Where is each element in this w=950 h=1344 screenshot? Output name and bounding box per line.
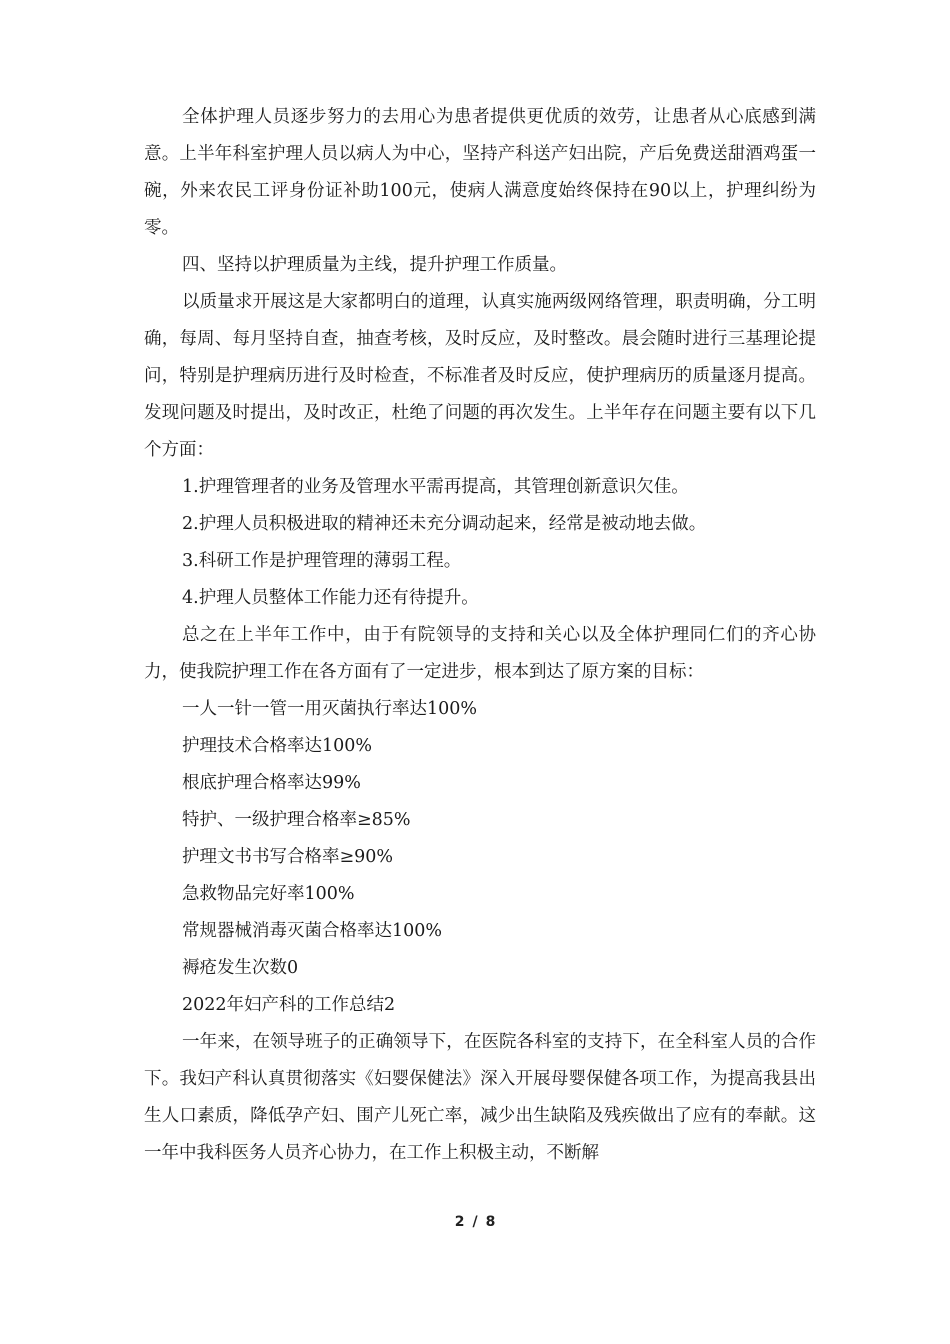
target-item: 根底护理合格率达99%	[182, 773, 361, 793]
target-item: 护理技术合格率达100%	[182, 736, 373, 756]
target-item: 护理文书书写合格率≥90%	[182, 847, 394, 867]
document-title: 2022年妇产科的工作总结2	[182, 995, 396, 1015]
list-item: 2.护理人员积极进取的精神还未充分调动起来，经常是被动地去做。	[182, 514, 707, 534]
list-item: 4.护理人员整体工作能力还有待提升。	[182, 588, 479, 608]
paragraph: 一年来，在领导班子的正确领导下，在医院各科室的支持下，在全科室人员的合作下。我妇产科认真贯彻落实《妇婴保健法》深入开展母婴保健各项工作，为提高我县出生人口素质，降低孕产妇、围产儿死亡率，减少出生缺陷及残疾做出了应有的奉献。这一年中我科医务人员齐心协力，在工作上积极主动，不断解	[144, 1032, 816, 1163]
page-separator: /	[472, 1214, 478, 1230]
list-item: 1.护理管理者的业务及管理水平需再提高，其管理创新意识欠佳。	[182, 477, 689, 497]
page-number	[0, 1214, 950, 1230]
page-total: 8	[485, 1214, 496, 1230]
paragraph: 以质量求开展这是大家都明白的道理，认真实施两级网络管理，职责明确，分工明确，每周、每月坚持自查，抽查考核，及时反应，及时整改。晨会随时进行三基理论提问，特别是护理病历进行及时检查，不标准者及时反应，使护理病历的质量逐月提高。发现问题及时提出，及时改正，杜绝了问题的再次发生。上半年存在问题主要有以下几个方面：	[144, 292, 816, 460]
paragraph: 全体护理人员逐步努力的去用心为患者提供更优质的效劳，让患者从心底感到满意。上半年科室护理人员以病人为中心，坚持产科送产妇出院，产后免费送甜酒鸡蛋一碗，外来农民工评身份证补助100元，使病人满意度始终保持在90以上，护理纠纷为零。	[144, 107, 816, 238]
target-item: 常规器械消毒灭菌合格率达100%	[182, 921, 443, 941]
target-item: 一人一针一管一用灭菌执行率达100%	[182, 699, 478, 719]
document-body	[144, 99, 816, 1172]
paragraph: 总之在上半年工作中，由于有院领导的支持和关心以及全体护理同仁们的齐心协力，使我院护理工作在各方面有了一定进步，根本到达了原方案的目标：	[144, 625, 816, 682]
target-item: 特护、一级护理合格率≥85%	[182, 810, 411, 830]
target-item: 急救物品完好率100%	[182, 884, 355, 904]
list-item: 3.科研工作是护理管理的薄弱工程。	[182, 551, 462, 571]
section-heading: 四、坚持以护理质量为主线，提升护理工作质量。	[182, 255, 567, 275]
page-current: 2	[454, 1214, 465, 1230]
target-item: 褥疮发生次数0	[182, 958, 299, 978]
